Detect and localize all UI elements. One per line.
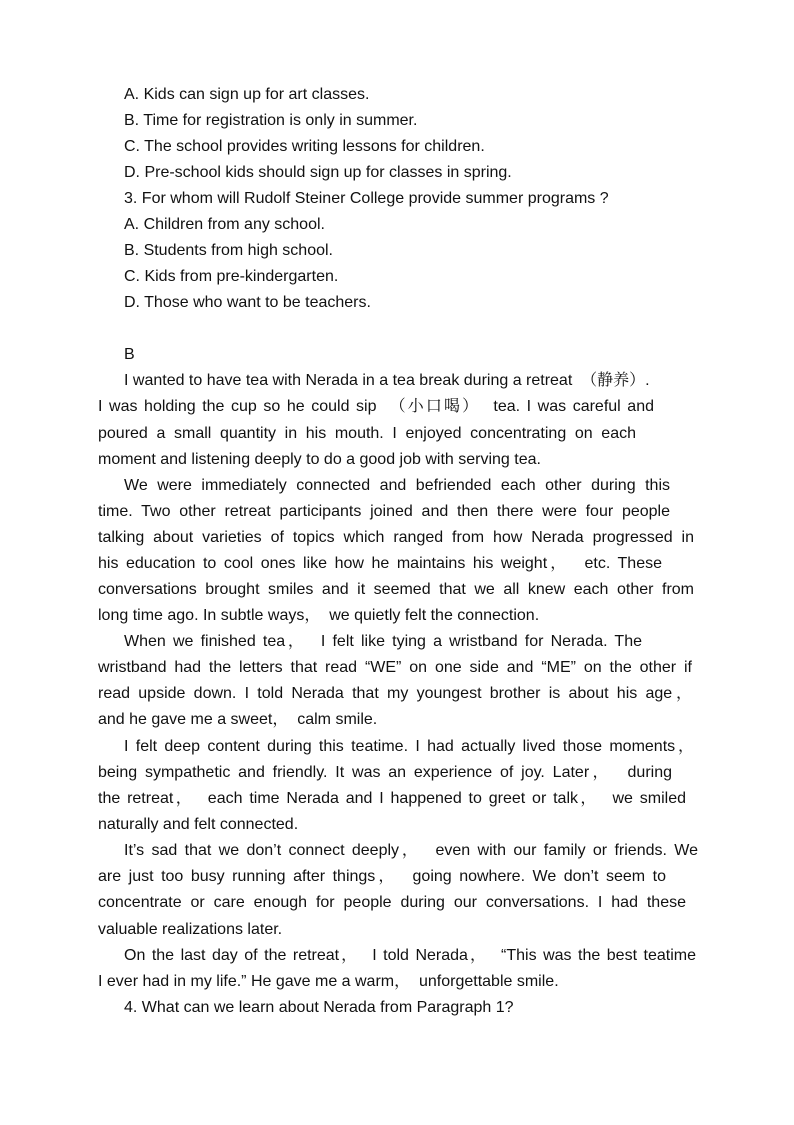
q2-option-b: B. Time for registration is only in summer. — [124, 112, 418, 129]
passage-line: I was holding the cup so he could sip （小口喝） tea. I was careful and — [98, 398, 654, 415]
passage-line: valuable realizations later. — [98, 921, 283, 938]
q3-question: 3. For whom will Rudolf Steiner College provide summer programs ? — [124, 190, 609, 207]
passage-line: It’s sad that we don’t connect deeply， even with our family or friends. We — [124, 842, 698, 859]
q2-option-d: D. Pre-school kids should sign up for classes in spring. — [124, 164, 512, 181]
q3-option-c: C. Kids from pre-kindergarten. — [124, 268, 339, 285]
passage-line: When we finished tea， I felt like tying a wristband for Nerada. The — [124, 633, 642, 650]
passage-line: moment and listening deeply to do a good job with serving tea. — [98, 451, 541, 468]
passage-line: are just too busy running after things， going nowhere. We don’t seem to — [98, 868, 666, 885]
passage-line: naturally and felt connected. — [98, 816, 299, 833]
q2-option-a: A. Kids can sign up for art classes. — [124, 86, 370, 103]
passage-line: read upside down. I told Nerada that my youngest brother is about his age， — [98, 685, 692, 702]
passage-line: being sympathetic and friendly. It was an experience of joy. Later， during — [98, 764, 672, 781]
passage-line: poured a small quantity in his mouth. I enjoyed concentrating on each — [98, 425, 636, 442]
section-label: B — [124, 346, 135, 363]
passage-line: I felt deep content during this teatime. I had actually lived those moments， — [124, 738, 694, 755]
passage-line: On the last day of the retreat， I told Nerada， “This was the best teatime — [124, 947, 696, 964]
q3-option-b: B. Students from high school. — [124, 242, 333, 259]
passage-line: We were immediately connected and befriended each other during this — [124, 477, 670, 494]
q4-question: 4. What can we learn about Nerada from Paragraph 1? — [124, 999, 514, 1016]
passage-line: his education to cool ones like how he maintains his weight， etc. These — [98, 555, 662, 572]
passage-line: the retreat， each time Nerada and I happened to greet or talk， we smiled — [98, 790, 687, 807]
passage-line: wristband had the letters that read “WE” on one side and “ME” on the other if — [98, 659, 692, 676]
passage-line: I ever had in my life.” He gave me a warm， unforgettable smile. — [98, 973, 559, 990]
passage-line: concentrate or care enough for people during our conversations. I had these — [98, 894, 686, 911]
passage-line: and he gave me a sweet， calm smile. — [98, 711, 378, 728]
q2-option-c: C. The school provides writing lessons for children. — [124, 138, 485, 155]
q3-option-a: A. Children from any school. — [124, 216, 325, 233]
q3-option-d: D. Those who want to be teachers. — [124, 294, 371, 311]
passage-line: long time ago. In subtle ways， we quietly felt the connection. — [98, 607, 540, 624]
passage-line: talking about varieties of topics which ranged from how Nerada progressed in — [98, 529, 694, 546]
passage-line: time. Two other retreat participants joined and then there were four people — [98, 503, 670, 520]
passage-line: I wanted to have tea with Nerada in a tea break during a retreat （静养）. — [124, 372, 650, 389]
passage-line: conversations brought smiles and it seemed that we all knew each other from — [98, 581, 694, 598]
